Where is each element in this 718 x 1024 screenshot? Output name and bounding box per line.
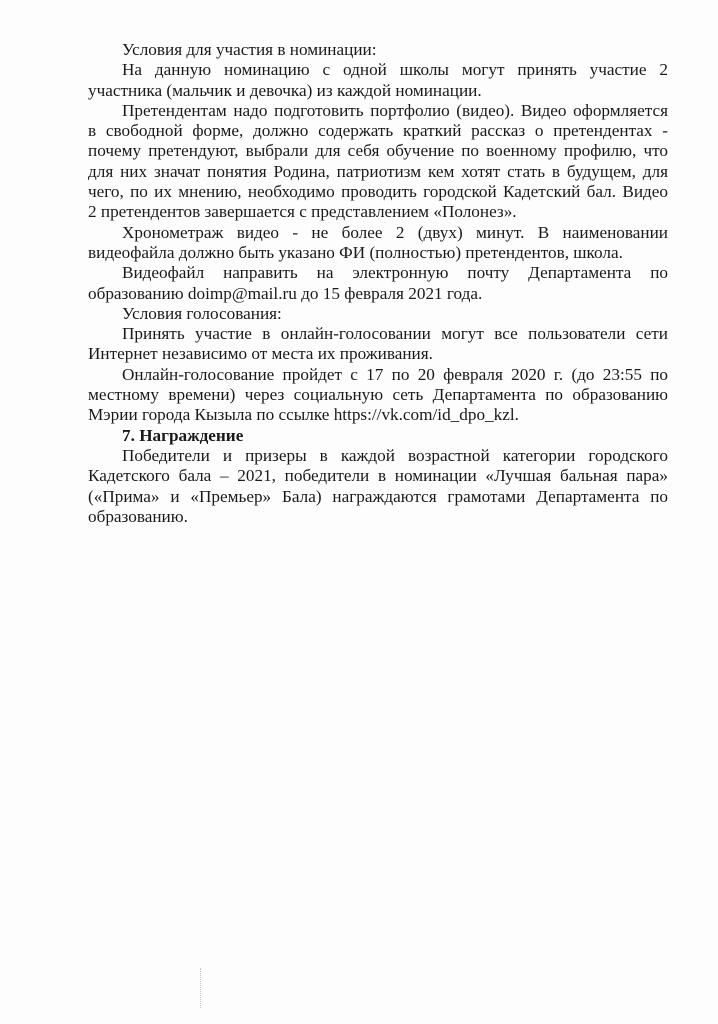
text-line: Интернет независимо от места их проживания. [88,344,433,364]
text-line: чего, по их мнению, необходимо проводить городской Кадетский бал. Видео [88,182,668,202]
paragraph-participants [88,60,668,101]
text-line: в свободной форме, должно содержать краткий рассказ о претендентах - [88,121,668,141]
paragraph-nomination-conditions-title [88,40,668,60]
paragraph-voting-participants [88,324,668,365]
paragraph-video-submission [88,263,668,304]
paragraph-video-duration [88,223,668,264]
heading-text: 7. Награждение [122,425,244,445]
section-heading-awards [88,426,668,446]
document-page [88,40,668,527]
text-line: Мэрии города Кызыла по ссылке https://vk.com/id_dpo_kzl. [88,405,519,425]
text-line: видеофайла должно быть указано ФИ (полностью) претендентов, школа. [88,242,623,262]
text-line: Онлайн-голосование пройдет с 17 по 20 февраля 2020 г. (до 23:55 по [122,364,668,384]
text-line: Видеофайл направить на электронную почту Департамента по [122,263,668,283]
text-line: Условия голосования: [122,303,282,323]
text-line: образованию. [88,506,188,526]
text-line: Условия для участия в номинации: [122,40,377,59]
paragraph-voting-dates [88,365,668,426]
paragraph-voting-conditions-title [88,304,668,324]
text-line: Хронометраж видео - не более 2 (двух) минут. В наименовании [122,222,668,242]
text-line: образованию doimp@mail.ru до 15 февраля 2021 года. [88,283,483,303]
text-line: 2 претендентов завершается с представлением «Полонез». [88,202,517,222]
text-line: Принять участие в онлайн-голосовании могут все пользователи сети [122,324,668,344]
text-line: участника (мальчик и девочка) из каждой номинации. [88,80,482,100]
text-line: местному времени) через социальную сеть Департамента по образованию [88,385,668,405]
text-line: почему претендуют, выбрали для себя обучение по военному профилю, что [88,141,668,161]
text-line: Претендентам надо подготовить портфолио (видео). Видео оформляется [122,100,668,120]
text-line: («Прима» и «Премьер» Бала) награждаются грамотами Департамента по [88,486,668,506]
text-line: для них значат понятия Родина, патриотизм кем хотят стать в будущем, для [88,161,668,181]
paragraph-awards [88,446,668,527]
text-line: Кадетского бала – 2021, победители в номинации «Лучшая бальная пара» [88,466,668,486]
paragraph-portfolio [88,101,668,223]
text-line: Победители и призеры в каждой возрастной категории городского [122,445,668,465]
scan-artifact [200,968,202,1008]
text-line: На данную номинацию с одной школы могут принять участие 2 [122,60,668,80]
